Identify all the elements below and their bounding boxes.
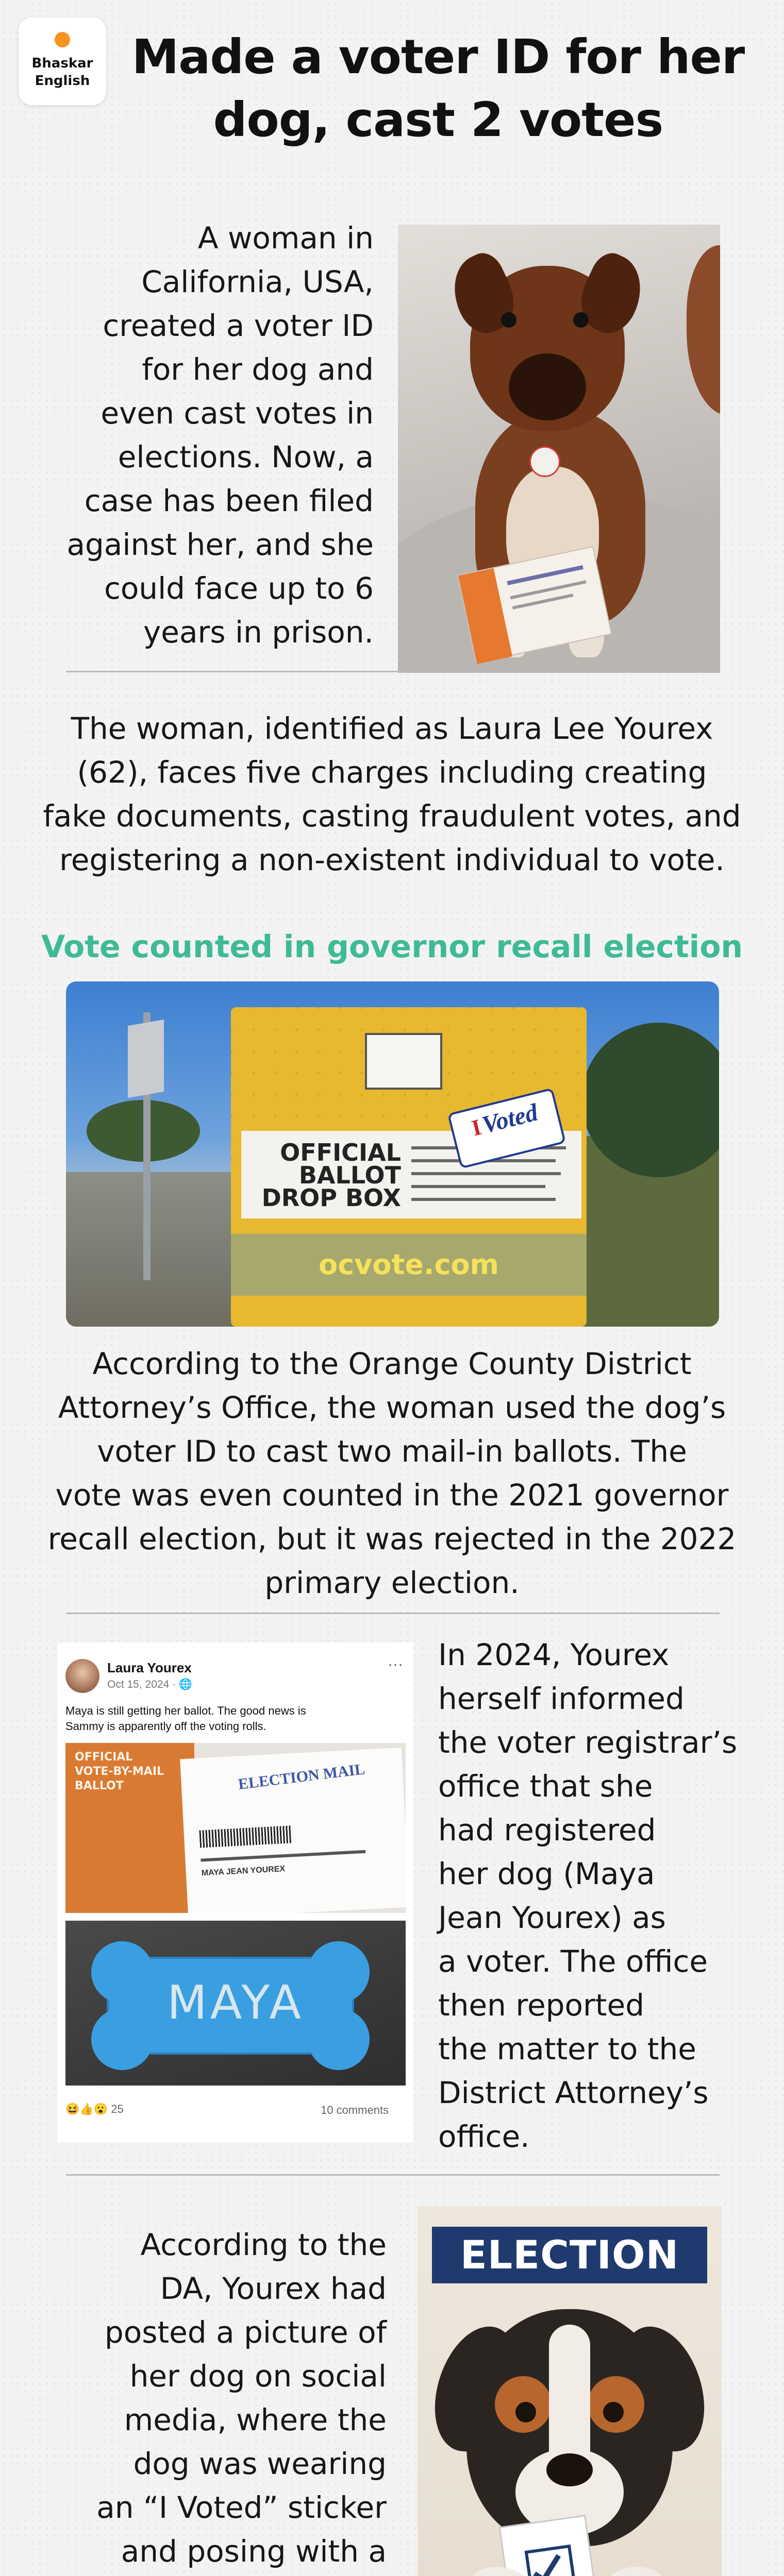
election-dog-illustration (418, 2206, 722, 2576)
logo-line-1: Bhaskar (31, 56, 93, 71)
charges-paragraph (0, 707, 784, 882)
intro-paragraph (21, 216, 374, 654)
da-statement-line: According to the Orange County District (92, 1346, 692, 1381)
checkmark-icon (525, 2545, 577, 2576)
sticker-post-line: dog was wearing (133, 2446, 387, 2481)
social-media-post-screenshot (58, 1642, 413, 2142)
intro-line: even cast votes in (101, 396, 374, 431)
ballot-label-line-2: VOTE-BY-MAIL (75, 1765, 164, 1778)
envelope-addressee: MAYA JEAN YOUREX (201, 1865, 286, 1878)
charges-line: registering a non-existent individual to vote. (59, 842, 725, 877)
envelope-label: ELECTION MAIL (237, 1760, 366, 1793)
logo-dot-icon (55, 32, 70, 47)
intro-line: for her dog and (142, 352, 374, 387)
report-line: District Attorney’s (438, 2075, 709, 2110)
sticker-post-line: DA, Yourex had (160, 2271, 387, 2306)
reactions-count: 25 (111, 2103, 124, 2115)
report-line: herself informed (438, 1681, 685, 1716)
post-date: Oct 15, 2024 · (107, 1679, 179, 1690)
charges-line: (62), faces five charges including creating (77, 755, 707, 790)
sticker-voted: Voted (479, 1098, 541, 1139)
report-line: a voter. The office (438, 1944, 708, 1979)
intro-line: California, USA, (141, 264, 374, 299)
report-line: the voter registrar’s (438, 1725, 738, 1760)
ballot-sign-line-1: OFFICIAL (280, 1139, 401, 1166)
section-divider (66, 671, 720, 672)
ballot-label-line-3: BALLOT (75, 1780, 124, 1792)
post-author: Laura Yourex (107, 1660, 192, 1675)
logo-line-2: English (35, 73, 90, 89)
logo-text (19, 55, 106, 90)
election-banner: ELECTION (432, 2227, 707, 2283)
post-caption-line-1: Maya is still getting her ballot. The good news is (65, 1704, 306, 1717)
sticker-i: I (469, 1114, 484, 1141)
dog-with-ballot-photo (398, 225, 720, 673)
avatar (65, 1659, 99, 1693)
da-statement-line: recall election, but it was rejected in the 2022 (47, 1521, 737, 1556)
intro-line: could face up to 6 (104, 571, 374, 606)
reactions-icon: 😆👍😮 (65, 2103, 108, 2115)
ballot-box-website: ocvote.com (231, 1234, 587, 1296)
ballot-sign-line-2: BALLOT (298, 1161, 401, 1189)
globe-icon: 🌐 (178, 1679, 193, 1690)
da-statement-line: Attorney’s Office, the woman used the dog’s (58, 1390, 726, 1425)
dog-tag-name: MAYA (167, 1976, 304, 2030)
intro-line: against her, and she (66, 527, 374, 562)
da-statement-line: voter ID to cast two mail-in ballots. The (97, 1434, 687, 1469)
intro-line: A woman in (197, 221, 374, 256)
da-statement-line: vote was even counted in the 2021 governor (55, 1478, 729, 1513)
section-subheading: Vote counted in governor recall election (41, 929, 743, 965)
ballot-label-line-1: OFFICIAL (75, 1751, 133, 1764)
report-line: office that she (438, 1769, 653, 1804)
sticker-post-line: posted a picture of (104, 2315, 387, 2350)
sticker-post-line: According to the (140, 2227, 387, 2262)
intro-line: created a voter ID (103, 308, 374, 343)
intro-line: years in prison. (143, 615, 374, 650)
more-options-icon: ··· (388, 1656, 403, 1673)
report-line: had registered (438, 1812, 656, 1848)
headline-line-2: dog, cast 2 votes (213, 92, 663, 147)
brand-logo (19, 18, 106, 105)
charges-line: fake documents, casting fraudulent votes, and (43, 799, 741, 834)
da-statement-paragraph (0, 1342, 784, 1605)
charges-line: The woman, identified as Laura Lee Yourex (71, 711, 713, 746)
report-line: the matter to the (438, 2031, 696, 2066)
headline-line-1: Made a voter ID for her (131, 29, 745, 84)
headline (119, 26, 758, 151)
report-line: office. (438, 2119, 530, 2154)
section-divider (66, 2174, 720, 2176)
sticker-post-line: an “I Voted” sticker (96, 2490, 387, 2525)
report-line: Jean Yourex) as (438, 1900, 666, 1935)
report-paragraph (438, 1633, 768, 2159)
section-divider (66, 1613, 720, 1614)
ballot-sign-line-3: DROP BOX (261, 1184, 401, 1212)
intro-line: case has been filed (84, 483, 374, 518)
sticker-post-line: media, where the (124, 2402, 387, 2437)
sticker-post-paragraph (31, 2223, 387, 2576)
intro-line: elections. Now, a (118, 439, 374, 474)
sticker-post-line: and posing with a (121, 2534, 387, 2569)
sticker-post-line (31, 2573, 387, 2576)
comments-count: 10 comments (321, 2104, 389, 2116)
report-line: then reported (438, 1988, 645, 2023)
report-line: In 2024, Yourex (438, 1637, 670, 1672)
report-line: her dog (Maya (438, 1856, 655, 1891)
sticker-post-line: her dog on social (129, 2359, 387, 2394)
da-statement-line: primary election. (264, 1565, 520, 1600)
ballot-drop-box-photo (66, 981, 719, 1327)
post-caption-line-2: Sammy is apparently off the voting rolls. (65, 1720, 266, 1733)
